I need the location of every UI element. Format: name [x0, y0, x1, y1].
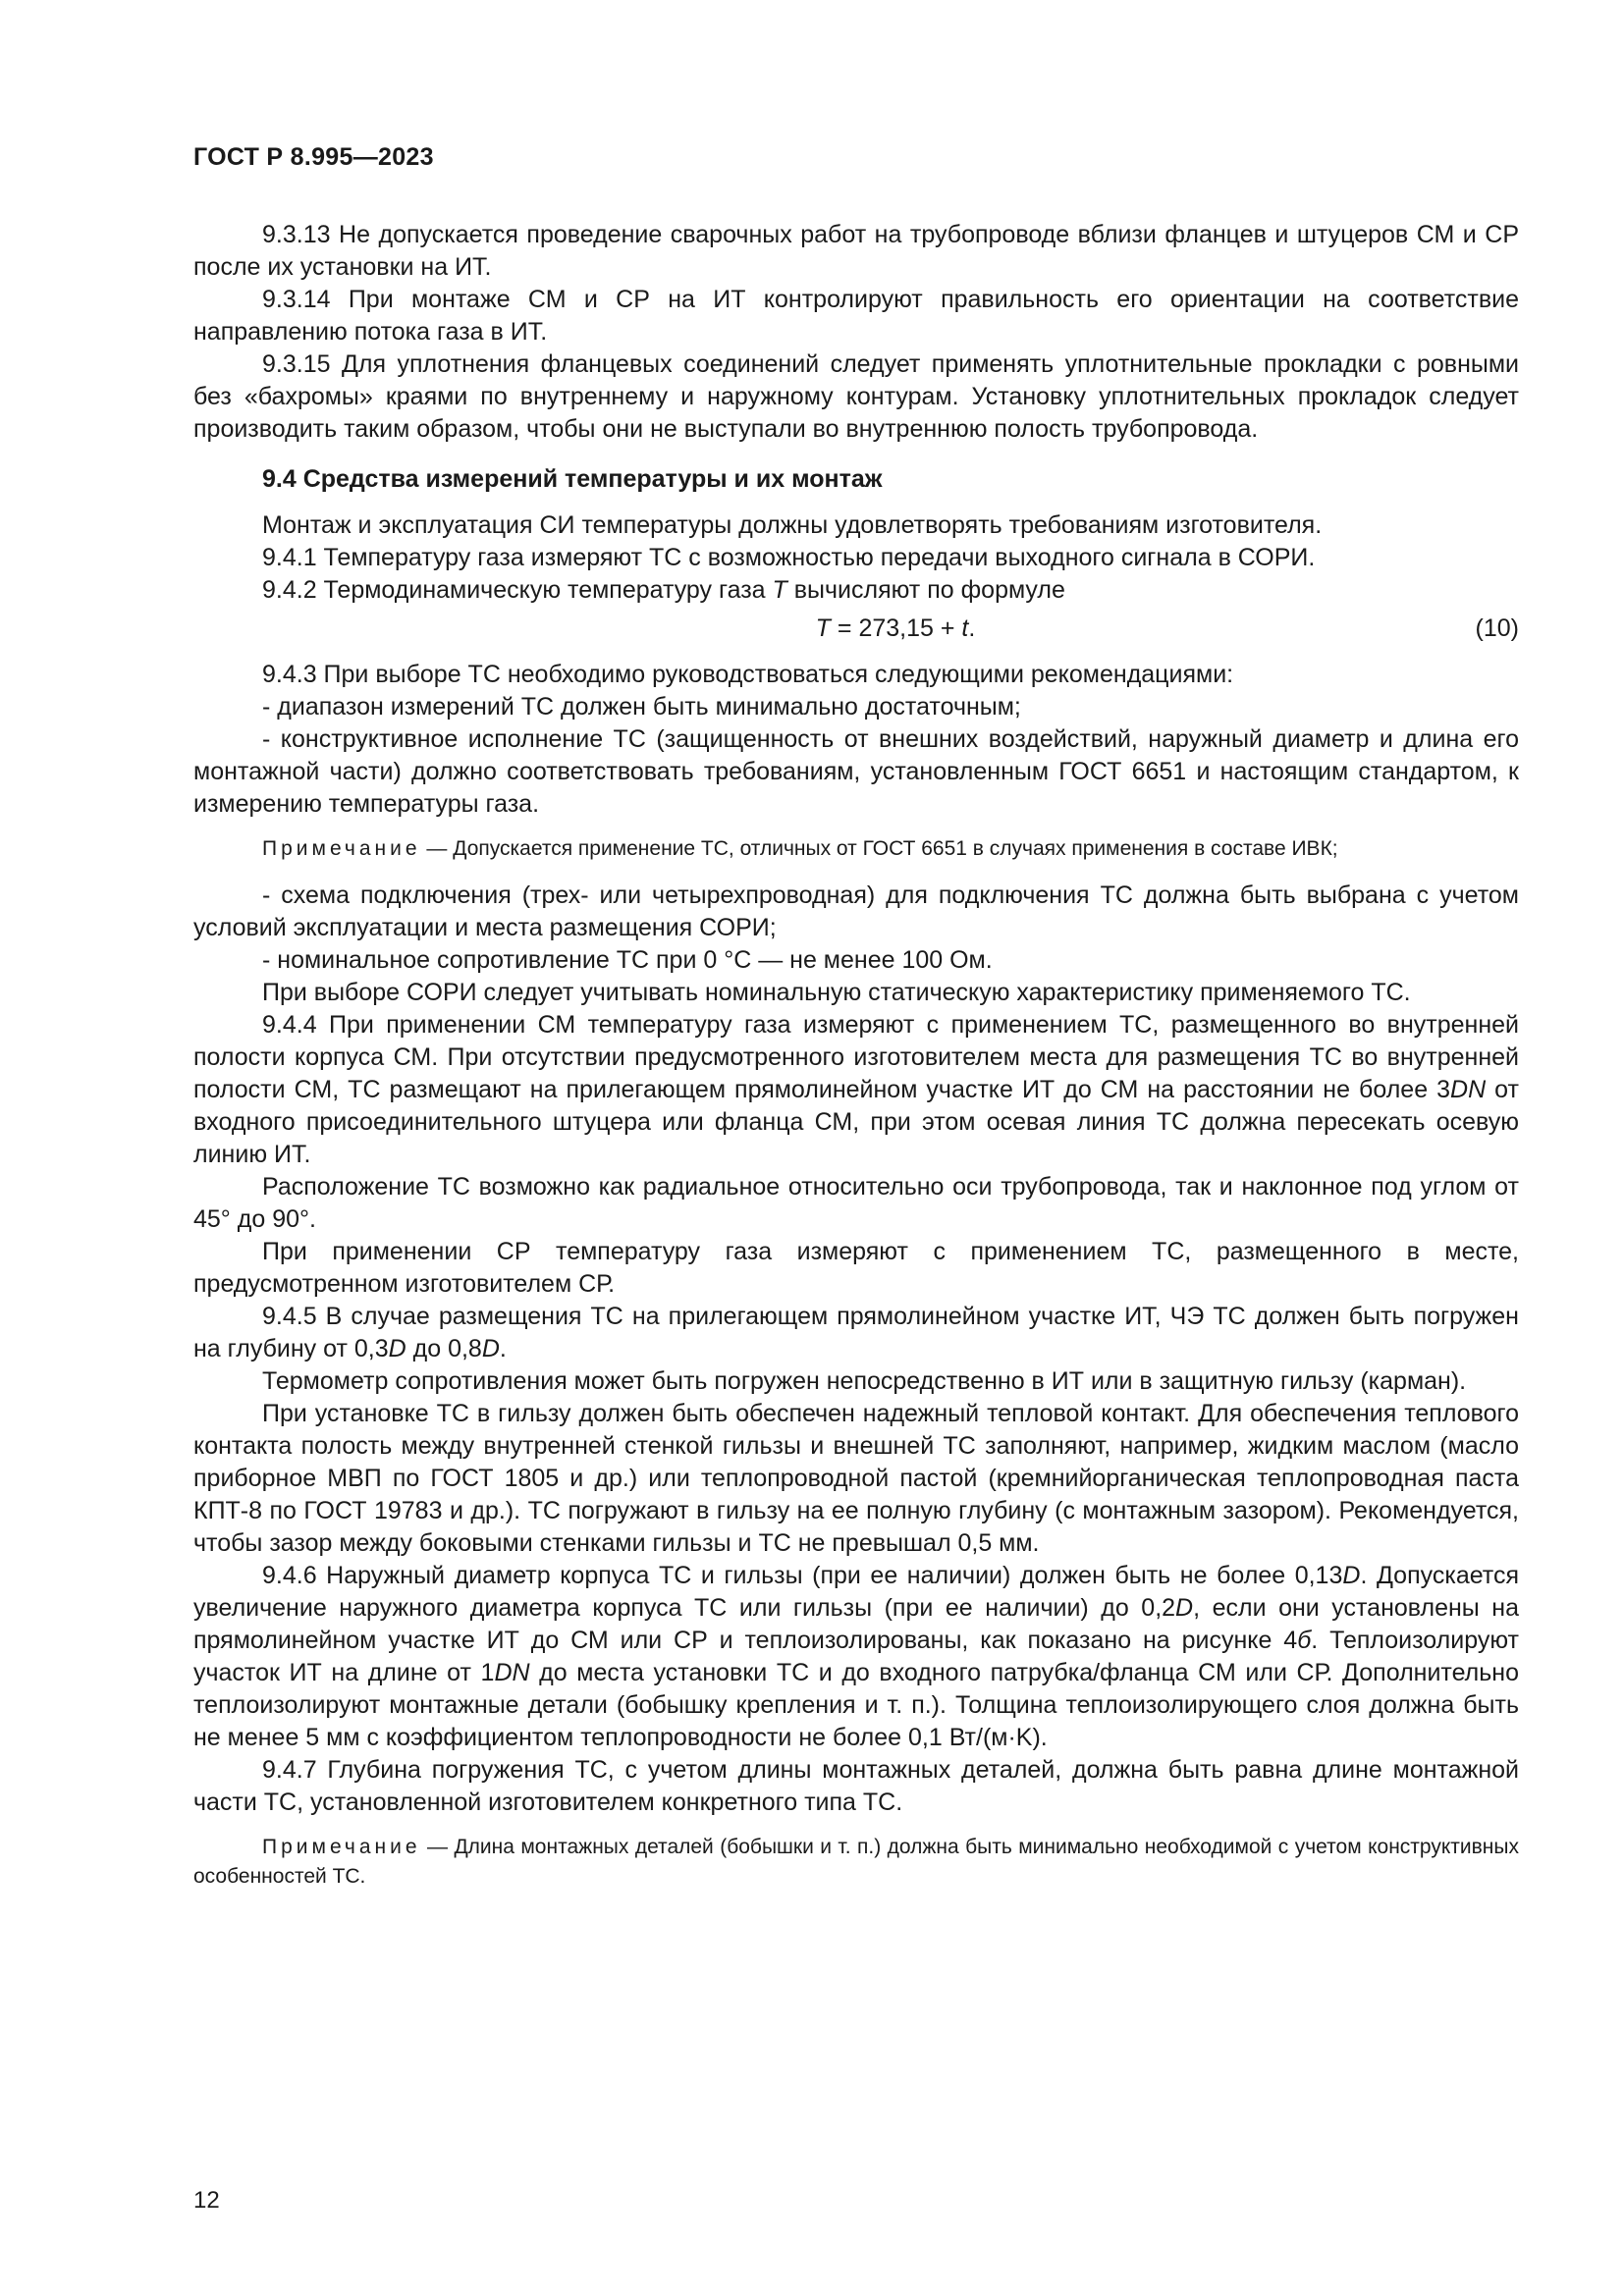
note-1: Примечание — Допускается применение ТС, отличных от ГОСТ 6651 в случаях применения в составе ИВК;: [262, 837, 1338, 860]
paragraph-9-4-6: 9.4.6 Наружный диаметр корпуса ТС и гильзы (при ее наличии) должен быть не более 0,13D. Допускается увеличение наружного диаметра корпуса ТС или гильзы (при ее наличии) до 0,2D, если они установлены на прямолинейном участке ИТ до СМ или СР и теплоизолированы, как показано на рисунке 4б. Теплоизолируют участок ИТ на длине от 1DN до места установки ТС и до входного патрубка/фланца СМ или СР. Дополнительно теплоизолируют монтажные детали (бобышку крепления и т. п.). Толщина теплоизолирующего слоя должна быть не менее 5 мм с коэффициентом теплопроводности не более 0,1 Вт/(м·K).: [193, 1562, 1520, 1751]
paragraph-sori-choice: При выборе СОРИ следует учитывать номинальную статическую характеристику применяемого ТС.: [262, 979, 1411, 1006]
section-title-9-4: 9.4 Средства измерений температуры и их монтаж: [262, 465, 883, 493]
paragraph-sr-measure: При применении СР температуру газа измеряют с применением ТС, размещенного в месте, предусмотренном изготовителем СР.: [193, 1238, 1519, 1298]
paragraph-sleeve-contact: При установке ТС в гильзу должен быть обеспечен надежный тепловой контакт. Для обеспечения теплового контакта полость между внутренней стенкой гильзы и внешней ТС заполняют, например, жидким маслом (масло приборное МВП по ГОСТ 1805 и др.) или теплопроводной пастой (кремнийорганическая теплопроводная паста КПТ-8 по ГОСТ 19783 и др.). ТС погружают в гильзу на ее полную глубину (с монтажным зазором). Рекомендуется, чтобы зазор между боковыми стенками гильзы и ТС не превышал 0,5 мм.: [193, 1400, 1519, 1557]
paragraph-9-4-5: 9.4.5 В случае размещения ТС на прилегающем прямолинейном участке ИТ, ЧЭ ТС должен быть погружен на глубину от 0,3D до 0,8D.: [193, 1303, 1519, 1362]
document-header: ГОСТ Р 8.995—2023: [193, 143, 434, 171]
paragraph-9-4-4: 9.4.4 При применении СМ температуру газа измеряют с применением ТС, размещенного во внутренней полости корпуса СМ. При отсутствии предусмотренного изготовителем места для размещения ТС во внутренней полости СМ, ТС размещают на прилегающем прямолинейном участке ИТ до СМ на расстоянии не более 3DN от входного присоединительного штуцера или фланца СМ, при этом осевая линия ТС должна пересекать осевую линию ИТ.: [193, 1011, 1519, 1168]
paragraph-ts-position: Расположение ТС возможно как радиальное относительно оси трубопровода, так и наклонное под углом от 45° до 90°.: [193, 1173, 1519, 1233]
paragraph-9-3-13: 9.3.13 Не допускается проведение сварочных работ на трубопроводе вблизи фланцев и штуцеров СМ и СР после их установки на ИТ.: [193, 221, 1519, 281]
paragraph-9-3-14: 9.3.14 При монтаже СМ и СР на ИТ контролируют правильность его ориентации на соответствие направлению потока газа в ИТ.: [193, 286, 1519, 346]
list-item-resistance: - номинальное сопротивление ТС при 0 °С — не менее 100 Ом.: [262, 946, 993, 974]
page-number: 12: [193, 2187, 220, 2214]
list-item-design: - конструктивное исполнение ТС (защищенность от внешних воздействий, наружный диаметр и длина его монтажной части) должно соответствовать требованиям, установленным ГОСТ 6651 и настоящим стандартом, к измерению температуры газа.: [193, 725, 1519, 818]
note-2: Примечание — Длина монтажных деталей (бобышки и т. п.) должна быть минимально необходимой с учетом конструктивных особенностей ТС.: [193, 1836, 1519, 1888]
paragraph-thermometer: Термометр сопротивления может быть погружен непосредственно в ИТ или в защитную гильзу (карман).: [262, 1367, 1467, 1395]
paragraph-9-4-1: 9.4.1 Температуру газа измеряют ТС с возможностью передачи выходного сигнала в СОРИ.: [262, 544, 1316, 571]
paragraph-9-3-15: 9.3.15 Для уплотнения фланцевых соединений следует применять уплотнительные прокладки с ровными без «бахромы» краями по внутреннему и наружному контурам. Установку уплотнительных прокладок следует производить таким образом, чтобы они не выступали во внутреннюю полость трубопровода.: [193, 350, 1519, 443]
note-label: Примечание: [262, 1836, 421, 1858]
formula-number: (10): [1475, 614, 1519, 642]
list-item-wiring: - схема подключения (трех- или четырехпроводная) для подключения ТС должна быть выбрана с учетом условий эксплуатации и места размещения СОРИ;: [193, 881, 1519, 941]
paragraph-9-4-3: 9.4.3 При выборе ТС необходимо руководствоваться следующими рекомендациями:: [262, 661, 1234, 688]
formula-expression: T = 273,15 + t.: [815, 614, 976, 642]
paragraph-9-4-intro: Монтаж и эксплуатация СИ температуры должны удовлетворять требованиям изготовителя.: [262, 511, 1323, 539]
paragraph-9-4-2: 9.4.2 Термодинамическую температуру газа T вычисляют по формуле: [262, 576, 1065, 604]
document-page: [193, 143, 1519, 1907]
list-item-range: - диапазон измерений ТС должен быть минимально достаточным;: [262, 693, 1021, 721]
paragraph-9-4-7: 9.4.7 Глубина погружения ТС, с учетом длины монтажных деталей, должна быть равна длине монтажной части ТС, установленной изготовителем конкретного типа ТС.: [193, 1756, 1519, 1816]
formula-10: [193, 613, 1519, 645]
note-label: Примечание: [262, 837, 421, 860]
